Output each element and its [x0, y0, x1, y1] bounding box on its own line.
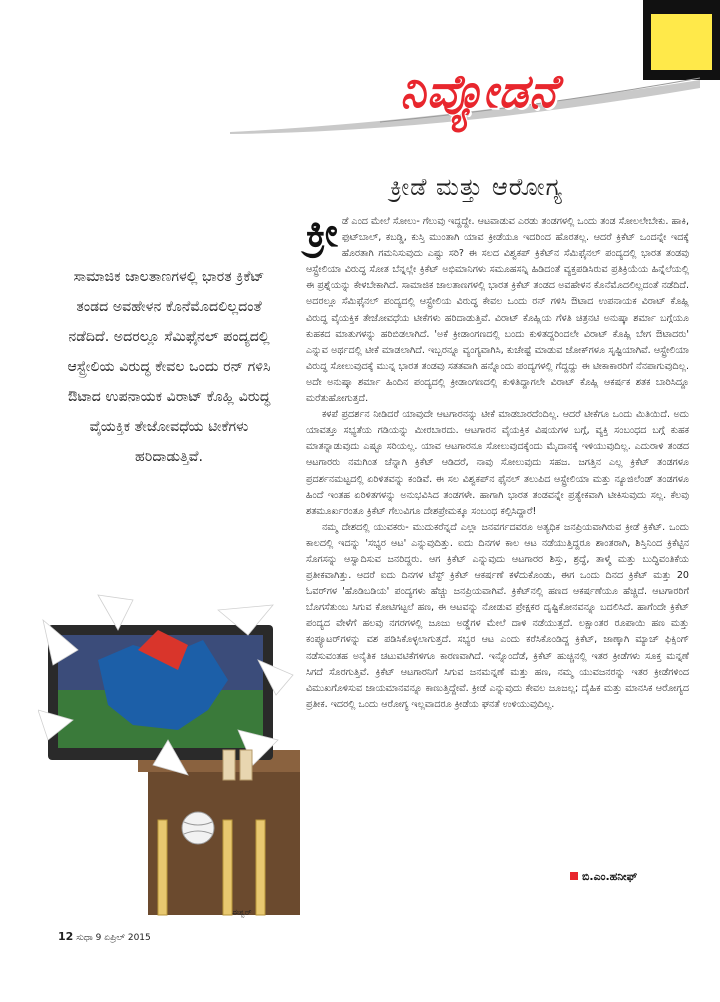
- article-paragraph: ಕ್ರೀ ಡೆ ಎಂದ ಮೇಲೆ ಸೋಲು- ಗೆಲುವು ಇದ್ದದ್ದೇ. ಆಟವಾಡುವ ಎರಡು ತಂಡಗಳಲ್ಲಿ ಒಂದು ತಂಡ ಸೋಲಲೇಬೇಕು. ಹಾಕಿ, ಫುಟ್‌ಬಾಲ್, ಕಬಡ್ಡಿ, ಕುಸ್ತಿ ಮುಂತಾಗಿ ಯಾವ ಕ್ರೀಡೆಯೂ ಇದರಿಂದ ಹೊರತಲ್ಲ. ಆದರೆ ಕ್ರಿಕೆಟ್ ಒಂದನ್ನೇ ಇದಕ್ಕೆ ಹೊರತಾಗಿ ಗಮನಿಸುವುದು ಎಷ್ಟು ಸರಿ? ಈ ಸಲದ ವಿಶ್ವಕಪ್ ಕ್ರಿಕೆಟ್‌ನ ಸೆಮಿಫೈನಲ್ ಪಂದ್ಯದಲ್ಲಿ ಭಾರತ ತಂಡವು ಆಸ್ಟ್ರೇಲಿಯಾ ವಿರುದ್ಧ ಸೋತ ಬೆನ್ನಲ್ಲೇ ಕ್ರಿಕೆಟ್ ಅಭಿಮಾನಿಗಳು ಸಮೂಹಸನ್ನಿ ಹಿಡಿದಂತೆ ವ್ಯಕ್ತಪಡಿಸಿರುವ ಪ್ರತಿಕ್ರಿಯೆಯ ಹಿನ್ನೆಲೆಯಲ್ಲಿ ಈ ಪ್ರಶ್ನೆಯನ್ನು ಕೇಳಬೇಕಾಗಿದೆ. ಸಾಮಾಜಿಕ ಜಾಲತಾಣಗಳಲ್ಲಿ ಭಾರತ ಕ್ರಿಕೆಟ್ ತಂಡದ ಅವಹೇಳನ ಕೊನೆಮೊದಲಿಲ್ಲದಂತೆ ನಡೆದಿದೆ. ಅದರಲ್ಲೂ ಸೆಮಿಫೈನಲ್ ಪಂದ್ಯದಲ್ಲಿ ಆಸ್ಟ್ರೇಲಿಯ ವಿರುದ್ಧ ಕೇವಲ ಒಂದು ರನ್ ಗಳಿಸಿ ಔಟಾದ ಉಪನಾಯಕ ವಿರಾಟ್ ಕೊಹ್ಲಿ ವಿರುದ್ಧ ವೈಯಕ್ತಿಕ ತೇಜೋವಧೆಯ ಟೀಕೆಗಳು ಹರಿದಾಡುತ್ತಿವೆ. ವಿರಾಟ್ ಕೊಹ್ಲಿಯ ಗೆಳತಿ ಚಿತ್ರನಟಿ ಅನುಷ್ಕಾ ಶರ್ಮಾ ಬಗ್ಗೆಯೂ ಕುಹಕದ ಮಾತುಗಳನ್ನು ಹರಿಬಿಡಲಾಗಿದೆ. 'ಅಕೆ ಕ್ರೀಡಾಂಗಣದಲ್ಲಿ ಬಂದು ಕುಳಿತದ್ದರಿಂದಲೇ ವಿರಾಟ್ ಕೊಹ್ಲಿ ಬೇಗ ಔಟಾದರು' ಎನ್ನುವ ಅರ್ಥದಲ್ಲಿ ಟೀಕೆ ಮಾಡಲಾಗಿದೆ. ಇಬ್ಬರನ್ನೂ ವ್ಯಂಗ್ಯವಾಗಿಸಿ, ಕುಚೇಷ್ಟೆ ಮಾಡುವ ಜೋಕ್‌ಗಳೂ ಸೃಷ್ಟಿಯಾಗಿವೆ. ಆಸ್ಟ್ರೇಲಿಯಾ ವಿರುದ್ಧ ಸೋಲುವುದಕ್ಕೆ ಮುನ್ನ ಭಾರತ ತಂಡವು ಸತತವಾಗಿ ಹನ್ನೊಂದು ಪಂದ್ಯಗಳಲ್ಲಿ ಗೆದ್ದದ್ದು ಈ ಟೀಕಾಕಾರರಿಗೆ ನೆನಪಾಗುವುದಿಲ್ಲ. ಅದೇ ಅನುಷ್ಕಾ ಶರ್ಮಾ ಹಿಂದಿನ ಪಂದ್ಯದಲ್ಲಿ ಕ್ರೀಡಾಂಗಣದಲ್ಲಿ ಕುಳಿತಿದ್ದಾಗಲೇ ವಿರಾಟ್ ಕೊಹ್ಲಿ ಆಕರ್ಷಕ ಶತಕ ಬಾರಿಸಿದ್ದೂ ಮರೆತುಹೋಗುತ್ತದೆ.: [306, 210, 689, 405]
- byline-marker: [570, 872, 578, 880]
- article-paragraph: ಕಳಪೆ ಪ್ರದರ್ಶನ ನೀಡಿದರೆ ಯಾವುದೇ ಆಟಗಾರನನ್ನು ಟೀಕೆ ಮಾಡಬಾರದೆಂದಿಲ್ಲ. ಆದರೆ ಟೀಕೆಗೂ ಒಂದು ಮಿತಿಯಿದೆ. ಅದು ಯಾವತ್ತೂ ಸಭ್ಯತೆಯ ಗಡಿಯನ್ನು ಮೀರಬಾರದು. ಆಟಗಾರನ ವೈಯಕ್ತಿಕ ವಿಷಯಗಳ ಬಗ್ಗೆ, ವ್ಯಕ್ತಿ ಸಂಬಂಧದ ಬಗ್ಗೆ ಕುಹಕ ಮಾತನ್ನಾಡುವುದು ಎಷ್ಟೂ ಸರಿಯಲ್ಲ. ಯಾವ ಆಟಗಾರನೂ ಸೋಲುವುದಕ್ಕೆಂದು ಮೈದಾನಕ್ಕೆ ಇಳಿಯುವುದಿಲ್ಲ. ಎದುರಾಳಿ ತಂಡದ ಆಟಗಾರರು ನಮಗಿಂತ ಚೆನ್ನಾಗಿ ಕ್ರಿಕೆಟ್ ಆಡಿದರೆ, ನಾವು ಸೋಲುವುದು ಸಹಜ. ಜಗತ್ತಿನ ಎಲ್ಲ ಕ್ರಿಕೆಟ್ ತಂಡಗಳೂ ಪ್ರದರ್ಶನಮಟ್ಟದಲ್ಲಿ ಏರಿಳಿತವನ್ನು ಕಂಡಿವೆ. ಈ ಸಲ ವಿಶ್ವಕಪ್‌ನ ಫೈನಲ್ ತಲುಪಿದ ಆಸ್ಟ್ರೇಲಿಯಾ ಮತ್ತು ನ್ಯೂಜಿಲೆಂಡ್ ತಂಡಗಳೂ ಹಿಂದೆ ಇಂತಹ ಏರಿಳಿತಗಳನ್ನು ಅನುಭವಿಸಿದ ತಂಡಗಳೇ. ಹಾಗಾಗಿ ಭಾರತ ತಂಡವನ್ನೇ ಪ್ರತ್ಯೇಕವಾಗಿ ಟೀಕಿಸುವುದು ಸಲ್ಲ. ಕೆಲವು ಶತಮೂರ್ಖರಂತೂ ಕ್ರಿಕೆಟ್ ಗೆಲುವಿಗೂ ದೇಶಪ್ರೇಮಕ್ಕೂ ಸಂಬಂಧ ಕಲ್ಪಿಸಿದ್ದಾರೆ!: [306, 409, 689, 517]
- article-paragraph: ನಮ್ಮ ದೇಶದಲ್ಲಿ ಯುವಕರು- ಮುದುಕರೆನ್ನದೆ ಎಲ್ಲಾ ಜನವರ್ಗದವರೂ ಅತ್ಯಧಿಕ ಜನಪ್ರಿಯವಾಗಿರುವ ಕ್ರೀಡೆ ಕ್ರಿಕೆಟ್. ಒಂದು ಕಾಲದಲ್ಲಿ ಇದನ್ನು 'ಸಭ್ಯರ ಆಟ' ಎನ್ನುವುದಿತ್ತು. ಐದು ದಿನಗಳ ಕಾಲ ಆಟ ನಡೆಯುತ್ತಿದ್ದರೂ ಶಾಂತರಾಗಿ, ಶಿಸ್ತಿನಿಂದ ಕ್ರಿಕೆಟ್ಟಿನ ಸೊಗಸನ್ನು ಆಸ್ವಾದಿಸುವ ಜನರಿದ್ದರು. ಆಗ ಕ್ರಿಕೆಟ್ ಎನ್ನುವುದು ಆಟಗಾರರ ಶಿಸ್ತು, ಶ್ರದ್ಧೆ, ತಾಳ್ಮೆ ಮತ್ತು ಬುದ್ಧಿವಂತಿಕೆಯ ಪ್ರತೀಕವಾಗಿತ್ತು. ಆದರೆ ಐದು ದಿನಗಳ ಟೆಸ್ಟ್ ಕ್ರಿಕೆಟ್ ಆಕರ್ಷಣೆ ಕಳೆದುಕೊಂಡು, ಈಗ ಒಂದು ದಿನದ ಕ್ರಿಕೆಟ್ ಮತ್ತು 20 ಓವರ್‌ಗಳ 'ಹೊಡಿಬಡಿಯ' ಪಂದ್ಯಗಳು ಹೆಚ್ಚು ಜನಪ್ರಿಯವಾಗಿವೆ. ಕ್ರಿಕೆಟ್‌ನಲ್ಲಿ ಹಣದ ಆಕರ್ಷಣೆಯೂ ಹೆಚ್ಚಿದೆ. ಆಟಗಾರರಿಗೆ ಬೊಗಸೆತುಂಬ ಸಿಗುವ ಕೋಟಿಗಟ್ಟಲೆ ಹಣ, ಈ ಆಟವನ್ನು ನೋಡುವ ಪ್ರೇಕ್ಷಕರ ದೃಷ್ಟಿಕೋನವನ್ನೂ ಬದಲಿಸಿದೆ. ಹಾಗೆಂದೇ ಕ್ರಿಕೆಟ್ ಪಂದ್ಯದ ವೇಳೆಗೆ ಹಲವು ನಗರಗಳಲ್ಲಿ ಜೂಜು ಅಡ್ಡೆಗಳ ಮೇಲೆ ದಾಳಿ ನಡೆಯುತ್ತದೆ. ಲಕ್ಷಾಂತರ ರೂಪಾಯಿ ಹಣ ಮತ್ತು ಕಂಪ್ಯೂಟರ್‌ಗಳನ್ನು ವಶ ಪಡಿಸಿಕೊಳ್ಳಲಾಗುತ್ತದೆ. ಸಭ್ಯರ ಆಟ ಎಂದು ಕರೆಸಿಕೊಂಡಿದ್ದ ಕ್ರಿಕೆಟ್, ಜಾಣ್ಕಾಗಿ ಮ್ಯಾಚ್ ಫಿಕ್ಸಿಂಗ್ ನಡೆಸುವಂತಹ ಅನೈತಿಕ ಚಟುವಟಿಕೆಗಳಿಗೂ ಕಾರಣವಾಗಿದೆ. ಇನ್ನೊಂದೆಡೆ, ಕ್ರಿಕೆಟ್ ಹುಚ್ಚಿನಲ್ಲಿ ಇತರ ಕ್ರೀಡೆಗಳು ಸೂಕ್ತ ಮನ್ನಣೆ ಸಿಗದೆ ಸೊರಗುತ್ತಿವೆ. ಕ್ರಿಕೆಟ್ ಆಟಗಾರನಿಗೆ ಸಿಗುವ ಜನಮನ್ನಣೆ ಮತ್ತು ಹಣ, ನಮ್ಮ ಯುವಜನರನ್ನು ಇತರ ಕ್ರೀಡೆಗಳಿಂದ ವಿಮುಖಗೊಳಿಸುವ ಜಾಯಮಾನವನ್ನೂ ಕಾಣುತ್ತಿದ್ದೇವೆ. ಕ್ರೀಡೆ ಎನ್ನುವುದು ಕೇವಲ ಜೂಜಲ್ಲ; ದೈಹಿಕ ಮತ್ತು ಮಾನಸಿಕ ಆರೋಗ್ಯದ ಪ್ರತೀಕ. ಇದರಲ್ಲಿ ಒಂದು ಆರೋಗ್ಯ ಇಲ್ಲವಾದರೂ ಕ್ರೀಡೆಯ ಘನತೆ ಉಳಿಯುವುದಿಲ್ಲ.: [306, 521, 689, 710]
- article-body: [306, 210, 689, 713]
- page-footer: [58, 930, 151, 943]
- illustration-credit: ಈಶ್ವರ್: [232, 908, 252, 917]
- pull-quote: ಸಾಮಾಜಿಕ ಜಾಲತಾಣಗಳಲ್ಲಿ ಭಾರತ ಕ್ರಿಕೆಟ್ ತಂಡದ ಅವಹೇಳನ ಕೊನೆಮೊದಲಿಲ್ಲದಂತೆ ನಡೆದಿದೆ. ಅದರಲ್ಲೂ ಸೆಮಿಫೈನಲ್ ಪಂದ್ಯದಲ್ಲಿ ಆಸ್ಟ್ರೇಲಿಯ ವಿರುದ್ಧ ಕೇವಲ ಒಂದು ರನ್ ಗಳಿಸಿ ಔಟಾದ ಉಪನಾಯಕ ವಿರಾಟ್ ಕೊಹ್ಲಿ ವಿರುದ್ಧ ವೈಯಕ್ತಿಕ ತೇಜೋವಧೆಯ ಟೀಕೆಗಳು ಹರಿದಾಡುತ್ತಿವೆ.: [67, 269, 271, 465]
- broken-tv-cricket-illustration: [38, 590, 300, 920]
- author-byline: ಬಿ.ಎಂ.ಹನೀಫ್: [570, 870, 637, 884]
- drop-cap: ಕ್ರೀ: [306, 210, 338, 256]
- page-number: 12: [58, 930, 74, 943]
- article-title: ಕ್ರೀಡೆ ಮತ್ತು ಆರೋಗ್ಯ: [390, 173, 563, 201]
- column-masthead: ನಿವ್ಯೋಡನೆ: [400, 64, 558, 118]
- issue-info: ಸುಧಾ 9 ಏಪ್ರಿಲ್ 2015: [76, 933, 151, 943]
